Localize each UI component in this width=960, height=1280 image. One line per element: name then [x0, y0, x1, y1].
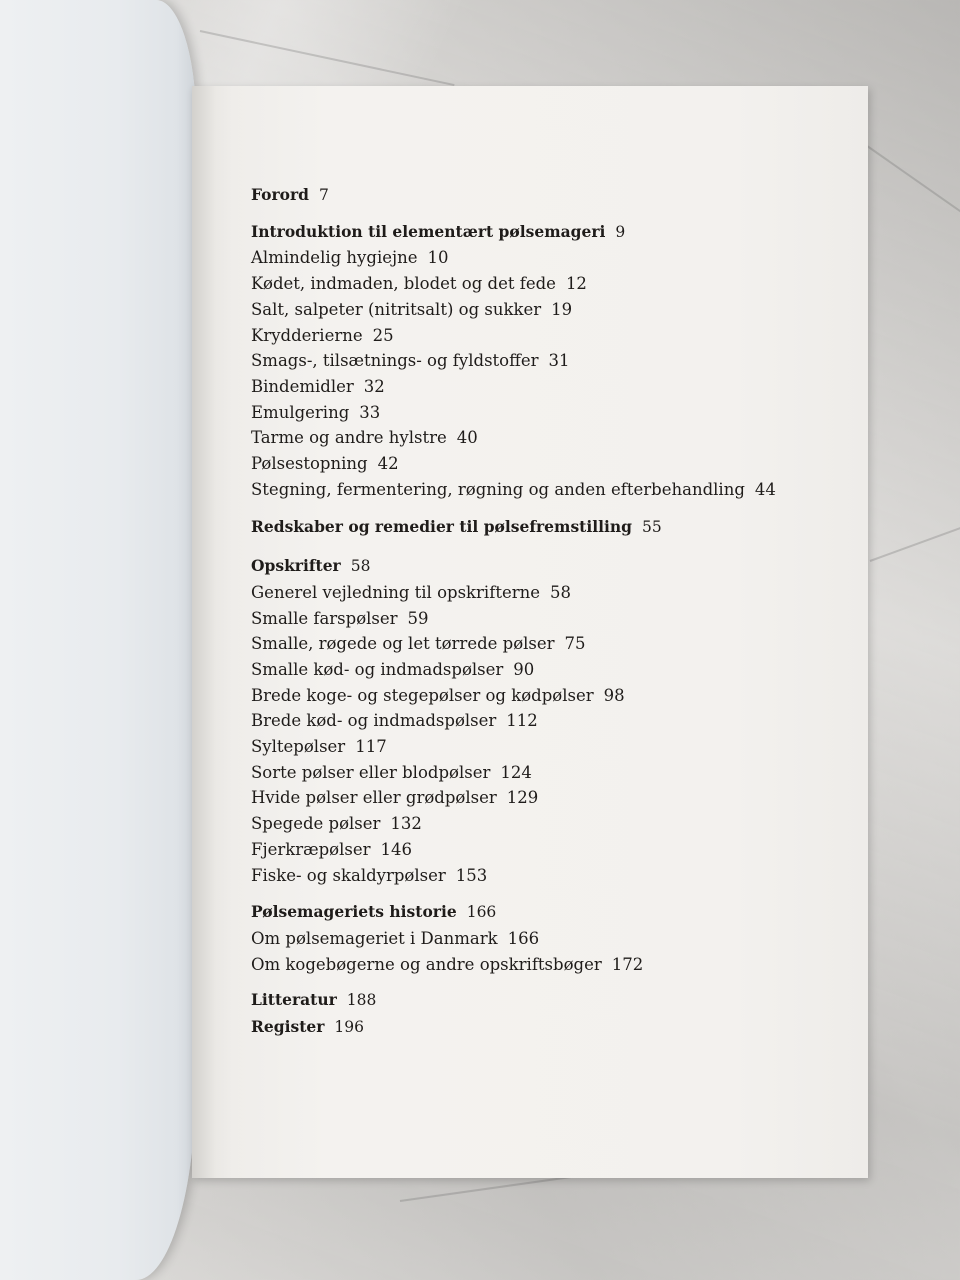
- toc-entry: Fiske- og skaldyrpølser 153: [251, 865, 488, 885]
- toc-entry: Almindelig hygiejne 10: [251, 248, 449, 268]
- toc-entry: Hvide pølser eller grødpølser 129: [251, 788, 539, 808]
- toc-entry: Tarme og andre hylstre 40: [251, 428, 478, 448]
- toc-entry: Litteratur 188: [251, 990, 377, 1010]
- toc-entry: Stegning, fermentering, røgning og anden efterbehandling 44: [251, 479, 776, 499]
- toc-entry: Syltepølser 117: [251, 737, 387, 757]
- toc-entry: Smalle farspølser 59: [251, 608, 429, 628]
- toc-entry: Om pølsemageriet i Danmark 166: [251, 928, 540, 948]
- toc-entry: Brede koge- og stegepølser og kødpølser 98: [251, 685, 625, 705]
- page-gutter-shadow: [192, 86, 216, 1178]
- toc-entry: Register 196: [251, 1017, 364, 1037]
- toc-entry: Brede kød- og indmadspølser 112: [251, 711, 538, 731]
- toc-entry: Pølsemageriets historie 166: [251, 902, 497, 922]
- toc-entry: Emulgering 33: [251, 402, 381, 422]
- toc-entry: Smalle, røgede og let tørrede pølser 75: [251, 634, 586, 654]
- toc-entry: Smags-, tilsætnings- og fyldstoffer 31: [251, 351, 570, 371]
- toc-entry: Fjerkræpølser 146: [251, 839, 413, 859]
- left-page: [0, 0, 196, 1280]
- toc-entry: Om kogebøgerne og andre opskriftsbøger 172: [251, 954, 644, 974]
- toc-entry: Kødet, indmaden, blodet og det fede 12: [251, 274, 587, 294]
- toc-entry: Bindemidler 32: [251, 376, 385, 396]
- toc-entry: Redskaber og remedier til pølsefremstilling 55: [251, 517, 662, 537]
- toc-entry: Introduktion til elementært pølsemageri 9: [251, 221, 626, 241]
- toc-entry: Generel vejledning til opskrifterne 58: [251, 582, 571, 602]
- toc-entry: Salt, salpeter (nitritsalt) og sukker 19: [251, 299, 573, 319]
- toc-entry: Pølsestopning 42: [251, 454, 399, 474]
- marble-vein: [870, 512, 960, 562]
- table-of-contents: [251, 182, 851, 1041]
- toc-entry: Spegede pølser 132: [251, 814, 422, 834]
- toc-entry: Krydderierne 25: [251, 325, 394, 345]
- toc-entry: Sorte pølser eller blodpølser 124: [251, 762, 532, 782]
- toc-entry: Forord 7: [251, 185, 329, 204]
- book-page: [192, 86, 868, 1178]
- marble-vein: [859, 140, 960, 233]
- toc-entry: Smalle kød- og indmadspølser 90: [251, 659, 535, 679]
- toc-entry: Opskrifter 58: [251, 556, 371, 576]
- marble-vein: [200, 30, 455, 86]
